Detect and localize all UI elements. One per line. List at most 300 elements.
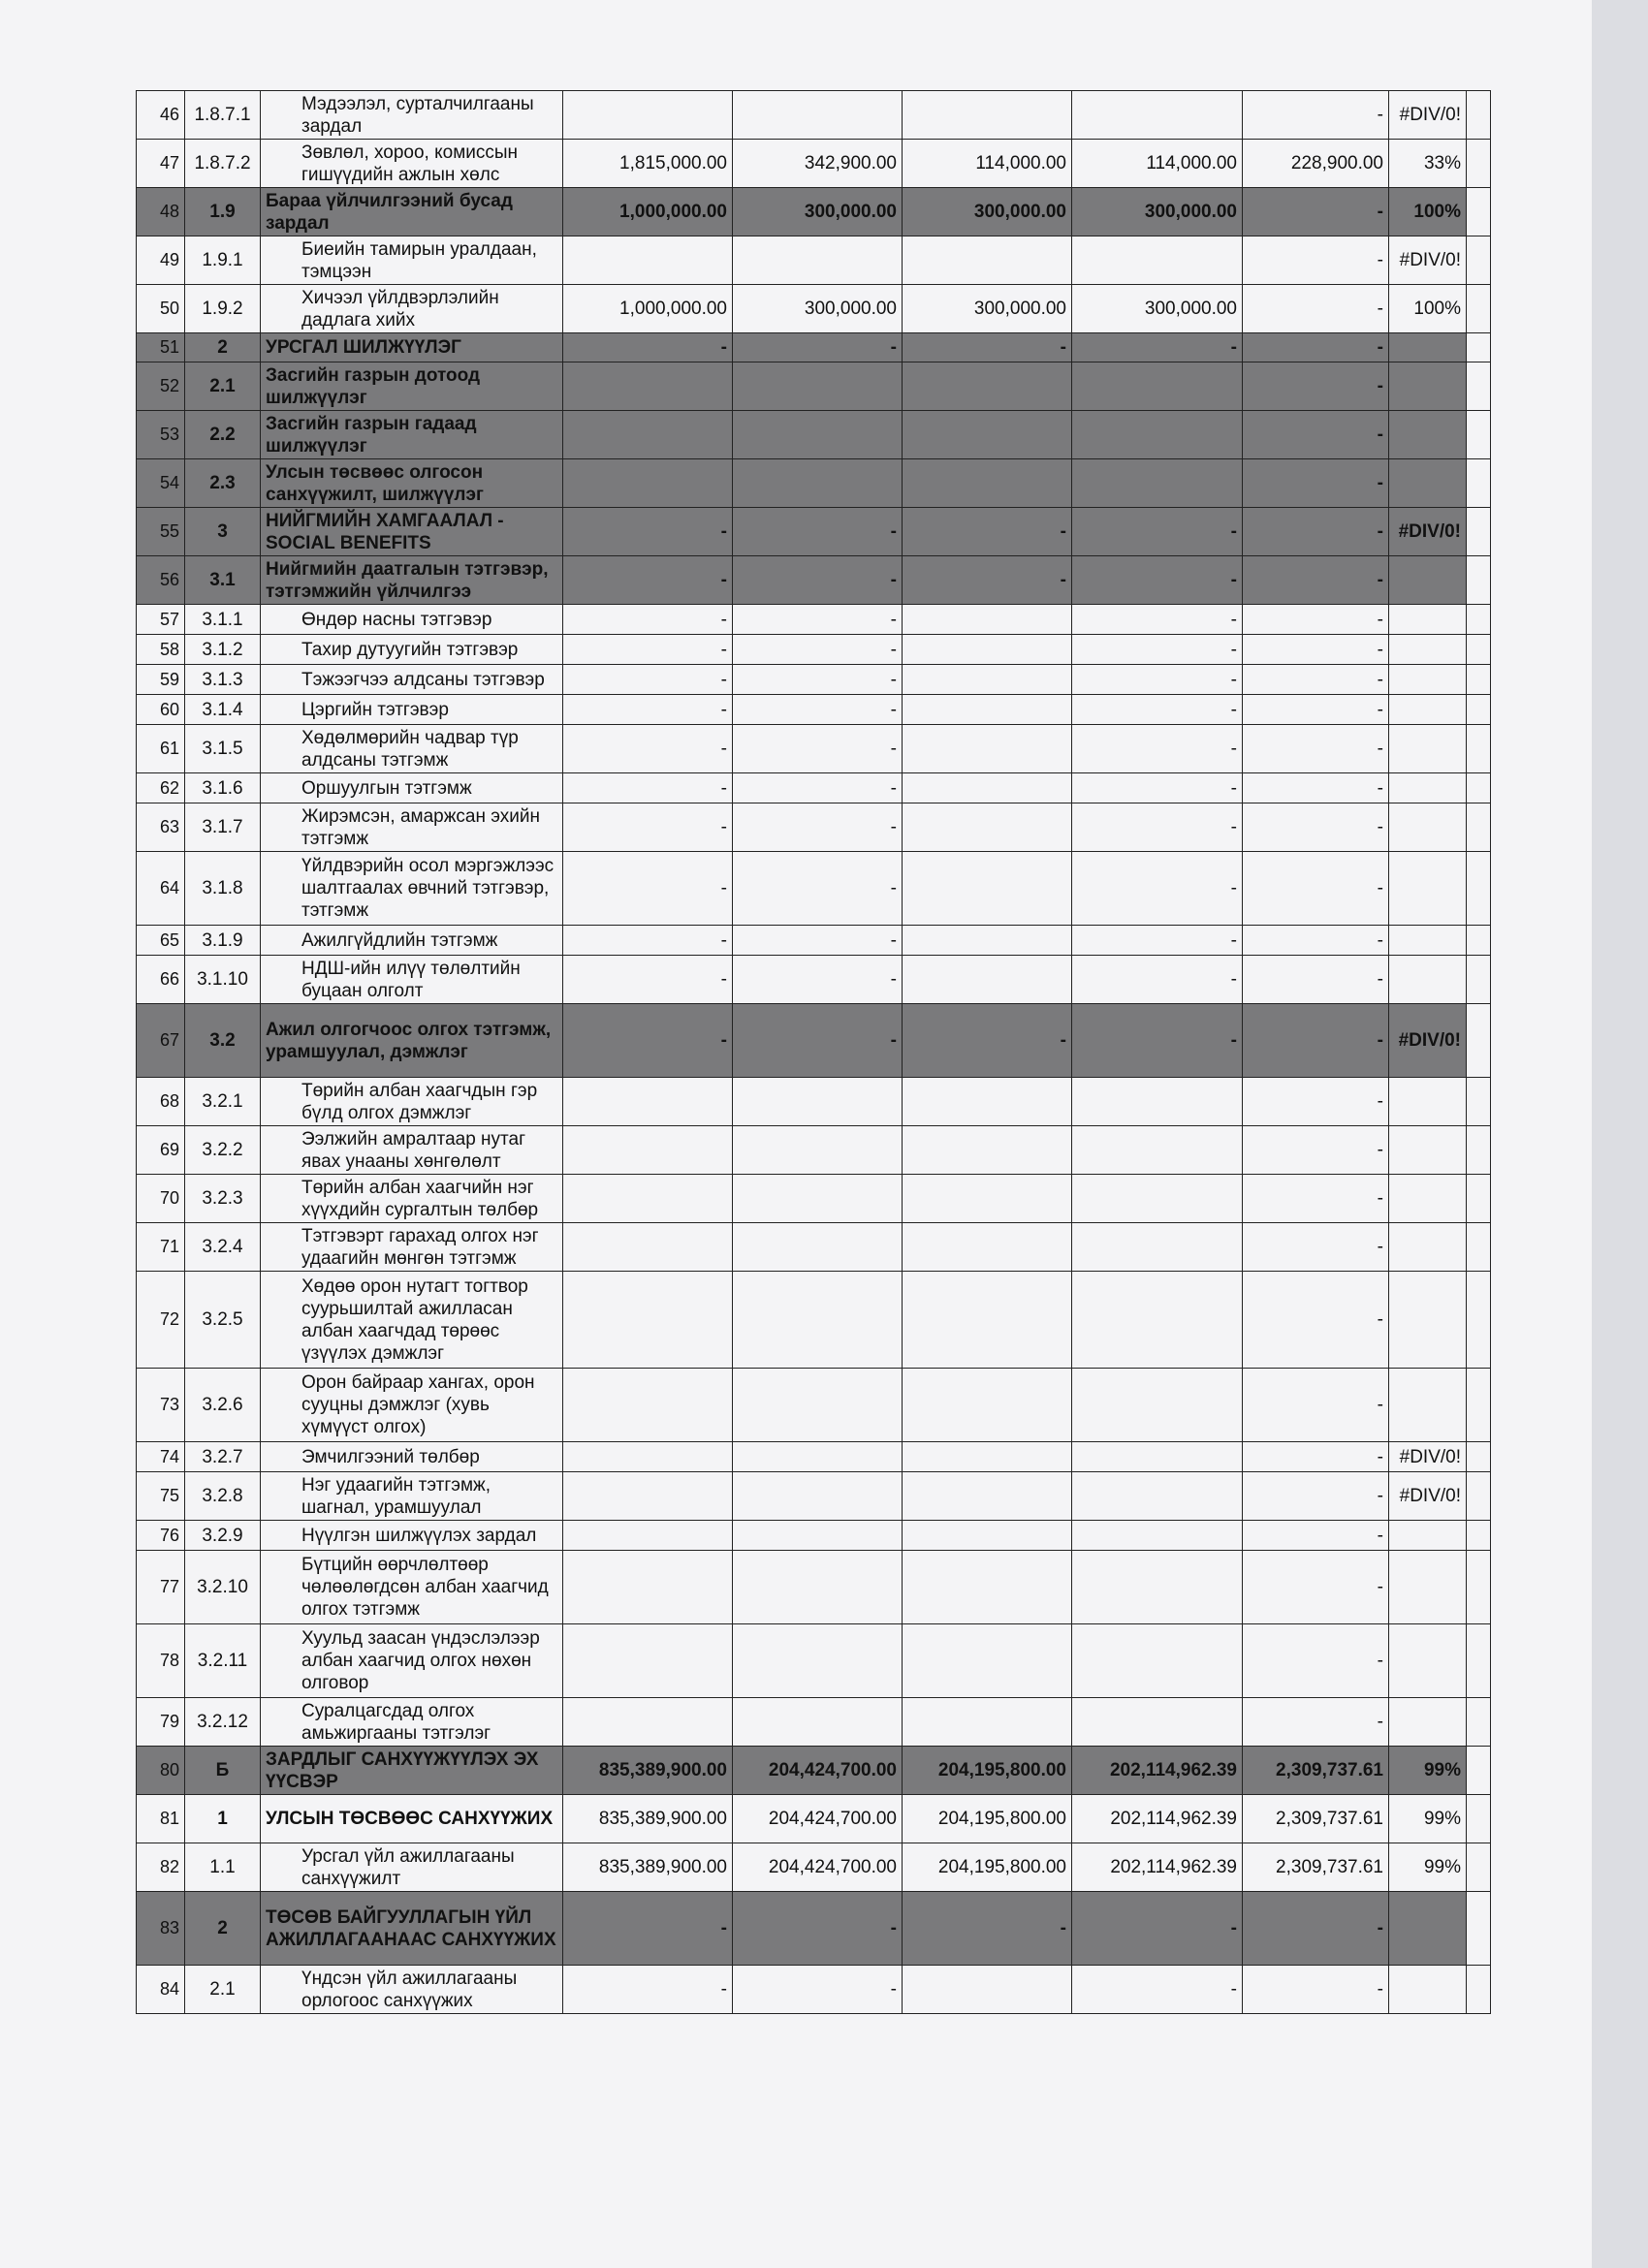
actual-amount: 300,000.00 (1072, 285, 1243, 333)
row-code: 3.2.1 (185, 1078, 261, 1126)
percent-complete: #DIV/0! (1389, 1472, 1467, 1521)
actual-amount (1072, 1521, 1243, 1551)
blank-cell (1467, 635, 1491, 665)
percent-complete (1389, 556, 1467, 605)
row-number: 46 (137, 91, 185, 140)
actual-amount (1072, 459, 1243, 508)
plan-period: 204,424,700.00 (733, 1795, 903, 1843)
percent-complete: 33% (1389, 140, 1467, 188)
actual-amount: - (1072, 333, 1243, 362)
funded-amount: 300,000.00 (903, 188, 1072, 236)
row-number: 60 (137, 695, 185, 725)
row-name: Мэдээлэл, сурталчилгааны зардал (261, 91, 563, 140)
percent-complete (1389, 1551, 1467, 1624)
funded-amount (903, 1078, 1072, 1126)
row-number: 70 (137, 1175, 185, 1223)
actual-amount (1072, 1369, 1243, 1442)
plan-annual (563, 1472, 733, 1521)
blank-cell (1467, 956, 1491, 1004)
blank-cell (1467, 1892, 1491, 1966)
actual-amount (1072, 1551, 1243, 1624)
blank-cell (1467, 1369, 1491, 1442)
table-row (137, 333, 1491, 362)
actual-amount: - (1072, 852, 1243, 926)
row-code: 3 (185, 508, 261, 556)
funded-amount (903, 411, 1072, 459)
actual-amount: - (1072, 1966, 1243, 2014)
percent-complete: #DIV/0! (1389, 508, 1467, 556)
row-name: Тэжээгчээ алдсаны тэтгэвэр (261, 665, 563, 695)
blank-cell (1467, 1126, 1491, 1175)
plan-period: - (733, 852, 903, 926)
row-number: 53 (137, 411, 185, 459)
actual-amount (1072, 1698, 1243, 1747)
plan-annual: - (563, 725, 733, 773)
difference-amount: - (1243, 1126, 1389, 1175)
percent-complete (1389, 665, 1467, 695)
table-row (137, 1369, 1491, 1442)
blank-cell (1467, 1004, 1491, 1078)
row-number: 61 (137, 725, 185, 773)
plan-annual (563, 1175, 733, 1223)
difference-amount: - (1243, 635, 1389, 665)
table-row (137, 852, 1491, 926)
plan-annual: - (563, 333, 733, 362)
row-name: Үндсэн үйл ажиллагааны орлогоос санхүүжих (261, 1966, 563, 2014)
difference-amount: - (1243, 773, 1389, 803)
table-row (137, 411, 1491, 459)
actual-amount (1072, 1272, 1243, 1369)
plan-annual (563, 236, 733, 285)
table-row (137, 1472, 1491, 1521)
row-code: Б (185, 1747, 261, 1795)
plan-annual (563, 411, 733, 459)
row-code: 3.2.11 (185, 1624, 261, 1698)
percent-complete (1389, 1223, 1467, 1272)
blank-cell (1467, 140, 1491, 188)
difference-amount: - (1243, 1369, 1389, 1442)
row-code: 3.2.4 (185, 1223, 261, 1272)
row-name: Ээлжийн амралтаар нутаг явах унааны хөнгөлөлт (261, 1126, 563, 1175)
table-row (137, 1223, 1491, 1272)
funded-amount (903, 1624, 1072, 1698)
funded-amount (903, 1272, 1072, 1369)
percent-complete (1389, 1175, 1467, 1223)
percent-complete (1389, 803, 1467, 852)
blank-cell (1467, 362, 1491, 411)
plan-period: - (733, 773, 903, 803)
blank-cell (1467, 188, 1491, 236)
table-row (137, 140, 1491, 188)
funded-amount (903, 695, 1072, 725)
difference-amount: - (1243, 188, 1389, 236)
row-name: Төрийн албан хаагчийн нэг хүүхдийн сургалтын төлбөр (261, 1175, 563, 1223)
row-name: Нүүлгэн шилжүүлэх зардал (261, 1521, 563, 1551)
table-row (137, 773, 1491, 803)
row-number: 59 (137, 665, 185, 695)
row-name: Орон байраар хангах, орон сууцны дэмжлэг (хувь хүмүүст олгох) (261, 1369, 563, 1442)
plan-period (733, 1442, 903, 1472)
percent-complete: 99% (1389, 1795, 1467, 1843)
percent-complete (1389, 773, 1467, 803)
row-name: Бүтцийн өөрчлөлтөөр чөлөөлөгдсөн албан хаагчид олгох тэтгэмж (261, 1551, 563, 1624)
funded-amount: 204,195,800.00 (903, 1843, 1072, 1892)
funded-amount: 300,000.00 (903, 285, 1072, 333)
percent-complete (1389, 852, 1467, 926)
row-number: 76 (137, 1521, 185, 1551)
row-number: 73 (137, 1369, 185, 1442)
funded-amount (903, 1223, 1072, 1272)
plan-period: - (733, 695, 903, 725)
row-code: 3.2.3 (185, 1175, 261, 1223)
row-code: 3.1.1 (185, 605, 261, 635)
table-row (137, 188, 1491, 236)
row-name: УРСГАЛ ШИЛЖҮҮЛЭГ (261, 333, 563, 362)
difference-amount: 2,309,737.61 (1243, 1795, 1389, 1843)
row-name: Хөдөө орон нутагт тогтвор суурьшилтай ажилласан албан хаагчдад төрөөс үзүүлэх дэмжлэг (261, 1272, 563, 1369)
row-code: 3.2.2 (185, 1126, 261, 1175)
row-name: Суралцагсдад олгох амьжиргааны тэтгэлэг (261, 1698, 563, 1747)
actual-amount: - (1072, 725, 1243, 773)
row-code: 3.1.2 (185, 635, 261, 665)
actual-amount: 202,114,962.39 (1072, 1843, 1243, 1892)
difference-amount: - (1243, 665, 1389, 695)
table-row (137, 1698, 1491, 1747)
percent-complete: 99% (1389, 1843, 1467, 1892)
plan-period: - (733, 725, 903, 773)
difference-amount: - (1243, 1698, 1389, 1747)
row-number: 54 (137, 459, 185, 508)
plan-period: - (733, 665, 903, 695)
actual-amount: - (1072, 773, 1243, 803)
plan-annual: - (563, 1966, 733, 2014)
row-number: 58 (137, 635, 185, 665)
percent-complete (1389, 1126, 1467, 1175)
row-code: 3.2.10 (185, 1551, 261, 1624)
table-row (137, 1843, 1491, 1892)
funded-amount: - (903, 1892, 1072, 1966)
table-row (137, 285, 1491, 333)
difference-amount: - (1243, 556, 1389, 605)
difference-amount: - (1243, 695, 1389, 725)
row-number: 68 (137, 1078, 185, 1126)
plan-annual (563, 1551, 733, 1624)
row-number: 83 (137, 1892, 185, 1966)
plan-annual: - (563, 556, 733, 605)
percent-complete: 99% (1389, 1747, 1467, 1795)
row-name: Хөдөлмөрийн чадвар түр алдсаны тэтгэмж (261, 725, 563, 773)
actual-amount: - (1072, 665, 1243, 695)
plan-period: 342,900.00 (733, 140, 903, 188)
plan-period: - (733, 556, 903, 605)
blank-cell (1467, 1078, 1491, 1126)
plan-period (733, 362, 903, 411)
row-number: 57 (137, 605, 185, 635)
plan-period: 204,424,700.00 (733, 1843, 903, 1892)
plan-annual (563, 1223, 733, 1272)
plan-period (733, 459, 903, 508)
funded-amount (903, 1966, 1072, 2014)
plan-annual: - (563, 1004, 733, 1078)
plan-annual: 1,000,000.00 (563, 285, 733, 333)
row-code: 3.2.8 (185, 1472, 261, 1521)
row-number: 66 (137, 956, 185, 1004)
blank-cell (1467, 1175, 1491, 1223)
row-name: Улсын төсвөөс олгосон санхүүжилт, шилжүүлэг (261, 459, 563, 508)
blank-cell (1467, 91, 1491, 140)
difference-amount: - (1243, 926, 1389, 956)
row-name: Тэтгэвэрт гарахад олгох нэг удаагийн мөнгөн тэтгэмж (261, 1223, 563, 1272)
funded-amount (903, 725, 1072, 773)
plan-period (733, 1223, 903, 1272)
row-number: 56 (137, 556, 185, 605)
table-row (137, 1175, 1491, 1223)
difference-amount: 2,309,737.61 (1243, 1843, 1389, 1892)
funded-amount (903, 926, 1072, 956)
plan-annual: 1,000,000.00 (563, 188, 733, 236)
row-name: Нэг удаагийн тэтгэмж, шагнал, урамшуулал (261, 1472, 563, 1521)
actual-amount (1072, 236, 1243, 285)
funded-amount: 204,195,800.00 (903, 1795, 1072, 1843)
blank-cell (1467, 285, 1491, 333)
blank-cell (1467, 1747, 1491, 1795)
plan-period: - (733, 1966, 903, 2014)
row-number: 74 (137, 1442, 185, 1472)
plan-period: 300,000.00 (733, 285, 903, 333)
difference-amount: - (1243, 1624, 1389, 1698)
plan-period: - (733, 333, 903, 362)
blank-cell (1467, 411, 1491, 459)
plan-period (733, 1521, 903, 1551)
row-name: Биеийн тамирын уралдаан, тэмцээн (261, 236, 563, 285)
row-name: Үйлдвэрийн осол мэргэжлээс шалтгаалах өвчний тэтгэвэр, тэтгэмж (261, 852, 563, 926)
actual-amount: 202,114,962.39 (1072, 1747, 1243, 1795)
table-row (137, 1747, 1491, 1795)
plan-annual (563, 91, 733, 140)
row-name: Жирэмсэн, амаржсан эхийн тэтгэмж (261, 803, 563, 852)
row-name: Урсгал үйл ажиллагааны санхүүжилт (261, 1843, 563, 1892)
row-code: 2 (185, 333, 261, 362)
actual-amount (1072, 1223, 1243, 1272)
funded-amount (903, 236, 1072, 285)
plan-period (733, 1126, 903, 1175)
row-code: 3.1.6 (185, 773, 261, 803)
blank-cell (1467, 1223, 1491, 1272)
plan-annual (563, 1521, 733, 1551)
table-row (137, 1004, 1491, 1078)
row-name: Эмчилгээний төлбөр (261, 1442, 563, 1472)
row-name: ТӨСӨВ БАЙГУУЛЛАГЫН ҮЙЛ АЖИЛЛАГААНААС САНХҮҮЖИХ (261, 1892, 563, 1966)
table-row (137, 803, 1491, 852)
row-number: 64 (137, 852, 185, 926)
plan-period: - (733, 508, 903, 556)
funded-amount (903, 1698, 1072, 1747)
row-number: 47 (137, 140, 185, 188)
row-code: 3.1.9 (185, 926, 261, 956)
percent-complete (1389, 411, 1467, 459)
difference-amount: - (1243, 285, 1389, 333)
blank-cell (1467, 926, 1491, 956)
row-name: НИЙГМИЙН ХАМГААЛАЛ - SOCIAL BENEFITS (261, 508, 563, 556)
plan-period: - (733, 956, 903, 1004)
percent-complete (1389, 695, 1467, 725)
percent-complete (1389, 1078, 1467, 1126)
difference-amount: - (1243, 459, 1389, 508)
percent-complete (1389, 459, 1467, 508)
actual-amount: 114,000.00 (1072, 140, 1243, 188)
difference-amount: - (1243, 605, 1389, 635)
plan-annual: - (563, 508, 733, 556)
difference-amount: - (1243, 91, 1389, 140)
plan-annual: - (563, 635, 733, 665)
row-code: 2.3 (185, 459, 261, 508)
blank-cell (1467, 725, 1491, 773)
actual-amount (1072, 1442, 1243, 1472)
row-number: 55 (137, 508, 185, 556)
row-name: Засгийн газрын дотоод шилжүүлэг (261, 362, 563, 411)
actual-amount: - (1072, 956, 1243, 1004)
scanner-edge (1592, 0, 1648, 2268)
actual-amount: - (1072, 1892, 1243, 1966)
row-code: 3.2.5 (185, 1272, 261, 1369)
table-row (137, 1892, 1491, 1966)
difference-amount: - (1243, 956, 1389, 1004)
row-number: 51 (137, 333, 185, 362)
blank-cell (1467, 1624, 1491, 1698)
row-number: 80 (137, 1747, 185, 1795)
row-code: 3.2.7 (185, 1442, 261, 1472)
table-row (137, 1272, 1491, 1369)
plan-period: - (733, 605, 903, 635)
plan-annual (563, 1126, 733, 1175)
difference-amount: - (1243, 1892, 1389, 1966)
funded-amount (903, 852, 1072, 926)
funded-amount (903, 362, 1072, 411)
row-number: 72 (137, 1272, 185, 1369)
row-number: 50 (137, 285, 185, 333)
blank-cell (1467, 605, 1491, 635)
row-code: 3.2.9 (185, 1521, 261, 1551)
row-number: 62 (137, 773, 185, 803)
row-name: Засгийн газрын гадаад шилжүүлэг (261, 411, 563, 459)
percent-complete (1389, 362, 1467, 411)
row-number: 75 (137, 1472, 185, 1521)
funded-amount (903, 91, 1072, 140)
percent-complete: #DIV/0! (1389, 91, 1467, 140)
plan-annual: - (563, 1892, 733, 1966)
actual-amount: - (1072, 803, 1243, 852)
row-code: 3.1.3 (185, 665, 261, 695)
difference-amount: - (1243, 508, 1389, 556)
row-code: 1.8.7.1 (185, 91, 261, 140)
plan-annual (563, 459, 733, 508)
blank-cell (1467, 1551, 1491, 1624)
percent-complete (1389, 1624, 1467, 1698)
percent-complete (1389, 725, 1467, 773)
blank-cell (1467, 1698, 1491, 1747)
plan-annual: - (563, 852, 733, 926)
funded-amount (903, 459, 1072, 508)
funded-amount (903, 1521, 1072, 1551)
row-code: 2.1 (185, 362, 261, 411)
row-code: 2.1 (185, 1966, 261, 2014)
plan-annual (563, 1442, 733, 1472)
row-number: 69 (137, 1126, 185, 1175)
row-number: 48 (137, 188, 185, 236)
blank-cell (1467, 1966, 1491, 2014)
row-number: 82 (137, 1843, 185, 1892)
funded-amount (903, 1442, 1072, 1472)
row-name: Өндөр насны тэтгэвэр (261, 605, 563, 635)
table-row (137, 362, 1491, 411)
plan-period (733, 1551, 903, 1624)
percent-complete (1389, 1892, 1467, 1966)
plan-annual (563, 1272, 733, 1369)
funded-amount (903, 803, 1072, 852)
plan-period (733, 91, 903, 140)
table-row (137, 508, 1491, 556)
plan-period (733, 1175, 903, 1223)
difference-amount: - (1243, 1442, 1389, 1472)
funded-amount (903, 956, 1072, 1004)
funded-amount (903, 635, 1072, 665)
row-number: 49 (137, 236, 185, 285)
blank-cell (1467, 333, 1491, 362)
funded-amount: - (903, 1004, 1072, 1078)
difference-amount: - (1243, 1078, 1389, 1126)
table-row (137, 1126, 1491, 1175)
difference-amount: - (1243, 362, 1389, 411)
row-code: 3.1.10 (185, 956, 261, 1004)
row-number: 63 (137, 803, 185, 852)
table-row (137, 91, 1491, 140)
plan-period: 204,424,700.00 (733, 1747, 903, 1795)
actual-amount (1072, 1126, 1243, 1175)
percent-complete (1389, 605, 1467, 635)
plan-period: 300,000.00 (733, 188, 903, 236)
blank-cell (1467, 1272, 1491, 1369)
actual-amount (1072, 1472, 1243, 1521)
funded-amount: - (903, 508, 1072, 556)
row-name: Бараа үйлчилгээний бусад зардал (261, 188, 563, 236)
row-code: 1.8.7.2 (185, 140, 261, 188)
percent-complete: #DIV/0! (1389, 1004, 1467, 1078)
row-number: 77 (137, 1551, 185, 1624)
plan-period (733, 236, 903, 285)
row-code: 3.1.5 (185, 725, 261, 773)
percent-complete (1389, 1369, 1467, 1442)
difference-amount: - (1243, 1521, 1389, 1551)
plan-period (733, 1369, 903, 1442)
table-row (137, 605, 1491, 635)
blank-cell (1467, 1795, 1491, 1843)
row-code: 1.9.2 (185, 285, 261, 333)
table-row (137, 926, 1491, 956)
difference-amount: - (1243, 725, 1389, 773)
plan-period: - (733, 635, 903, 665)
row-code: 2 (185, 1892, 261, 1966)
table-row (137, 236, 1491, 285)
funded-amount: - (903, 333, 1072, 362)
row-name: Цэргийн тэтгэвэр (261, 695, 563, 725)
percent-complete (1389, 333, 1467, 362)
difference-amount: - (1243, 411, 1389, 459)
actual-amount (1072, 411, 1243, 459)
row-code: 1.1 (185, 1843, 261, 1892)
blank-cell (1467, 1472, 1491, 1521)
plan-period (733, 1272, 903, 1369)
plan-annual: 1,815,000.00 (563, 140, 733, 188)
